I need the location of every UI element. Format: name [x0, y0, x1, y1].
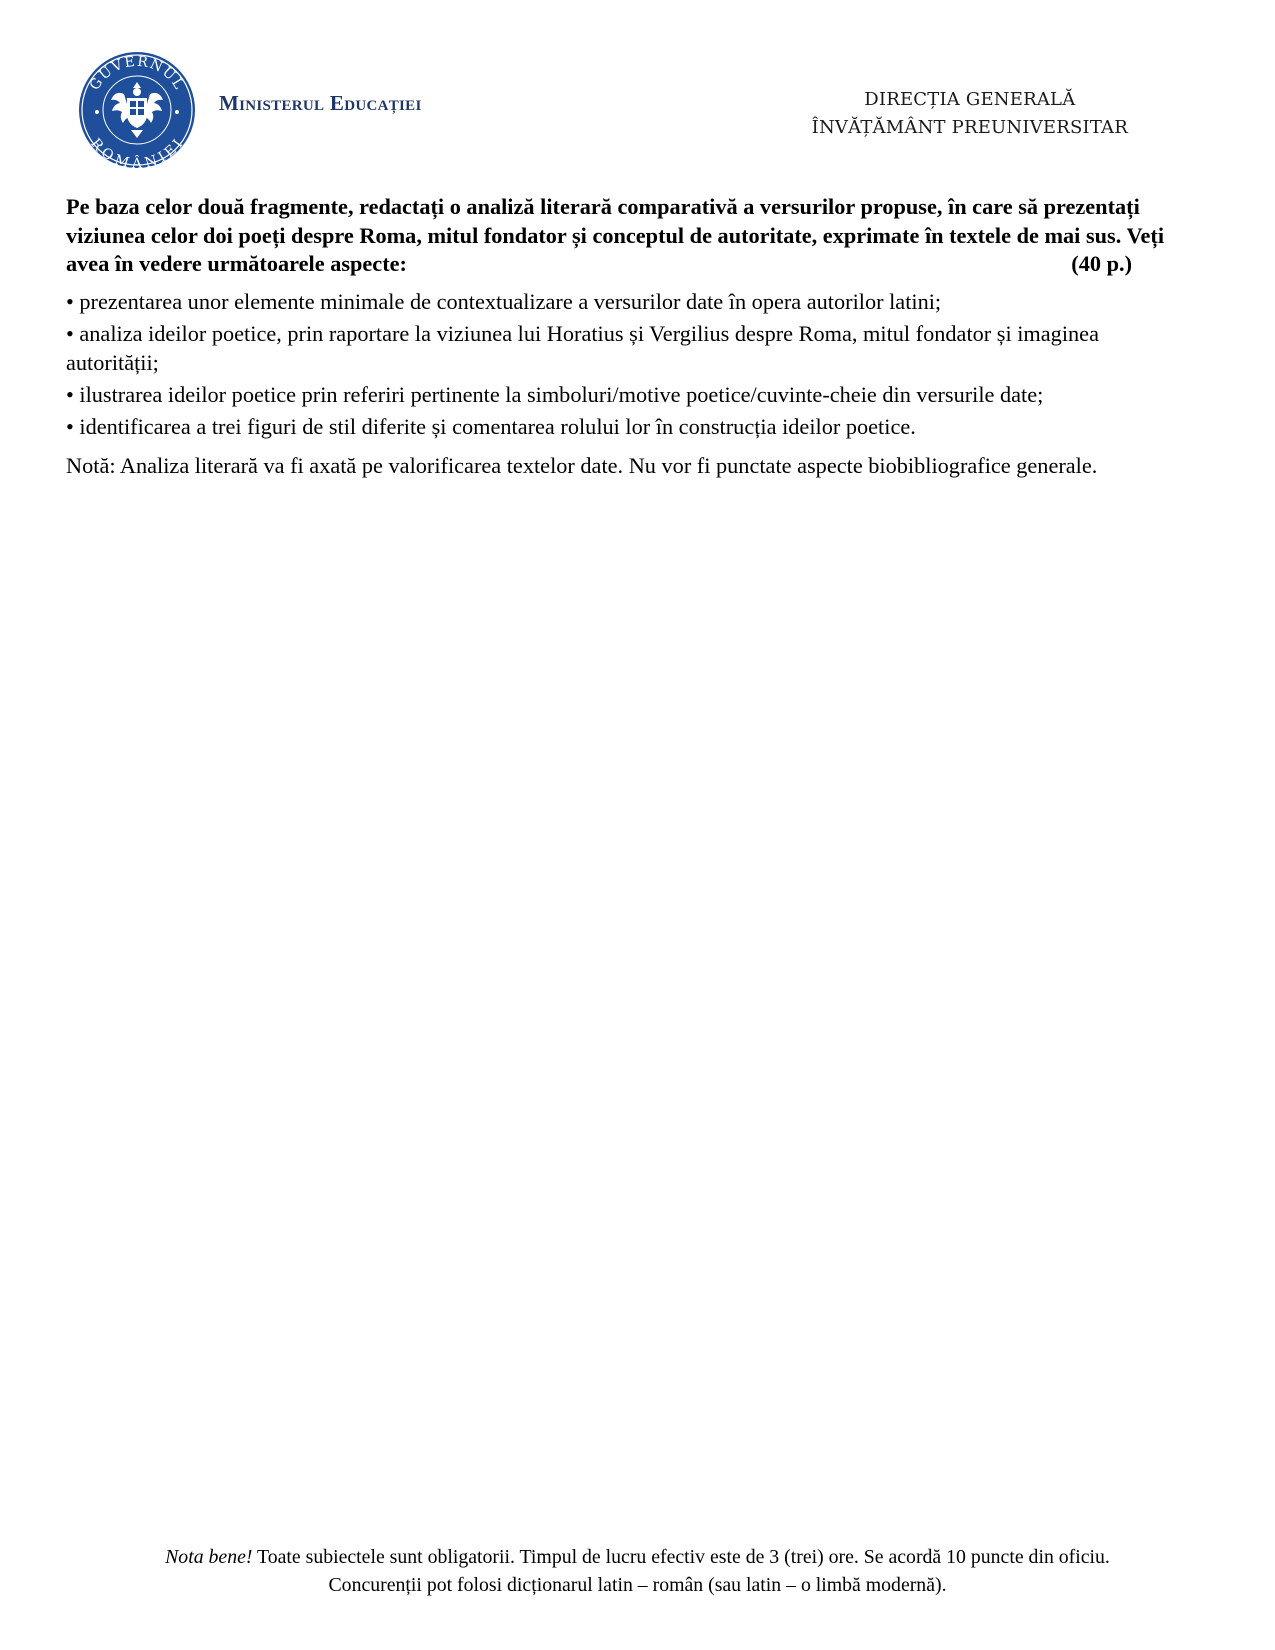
aspects-list: [66, 287, 1178, 441]
footer-line-1: [0, 1543, 1275, 1571]
footer-line-2: Concurenții pot folosi dicționarul latin – român (sau latin – o limbă modernă).: [328, 1574, 947, 1596]
aspect-item: • identificarea a trei figuri de stil diferite și comentarea rolului lor în construcția ideilor poetice.: [66, 413, 916, 439]
task-statement: [66, 193, 1178, 279]
note-paragraph: Notă: Analiza literară va fi axată pe valorificarea textelor date. Nu vor fi punctate aspecte biobibliografice generale.: [66, 452, 1098, 478]
page-header: [0, 0, 1275, 170]
task-points: (40 p.): [1071, 251, 1132, 276]
page-footer: [0, 1543, 1275, 1599]
footer-line-1-text: Toate subiectele sunt obligatorii. Timpul de lucru efectiv este de 3 (trei) ore. Se acordă 10 puncte din oficiu.: [252, 1546, 1110, 1568]
exam-content: [66, 193, 1178, 482]
svg-text:ROMÂNIEI: ROMÂNIEI: [87, 135, 187, 170]
directorate-line-2: ÎNVĂȚĂMÂNT PREUNIVERSITAR: [811, 117, 1128, 138]
government-seal-icon: [77, 50, 197, 170]
svg-text:GUVERNUL: GUVERNUL: [86, 53, 188, 94]
aspect-item: • analiza ideilor poetice, prin raportare la viziunea lui Horatius și Vergilius despre Roma, mitul fondator și imaginea autorității;: [66, 320, 1099, 375]
task-text: Pe baza celor două fragmente, redactați o analiză literară comparativă a versurilor propuse, în care să prezentați viziunea celor doi poeți despre Roma, mitul fondator și conceptul de autoritate, exprimate în textele de mai sus. Veți avea în vedere următoarele aspecte:: [66, 194, 1165, 276]
nota-bene-label: Nota bene!: [165, 1546, 253, 1568]
ministry-title: Ministerul Educației: [219, 91, 422, 115]
aspect-item: • ilustrarea ideilor poetice prin referiri pertinente la simboluri/motive poetice/cuvinte-cheie din versurile date;: [66, 381, 1044, 407]
directorate-line-1: DIRECȚIA GENERALĂ: [864, 89, 1076, 110]
aspect-item: • prezentarea unor elemente minimale de contextualizare a versurilor date în opera autorilor latini;: [66, 288, 942, 314]
directorate-title: [812, 86, 1128, 142]
